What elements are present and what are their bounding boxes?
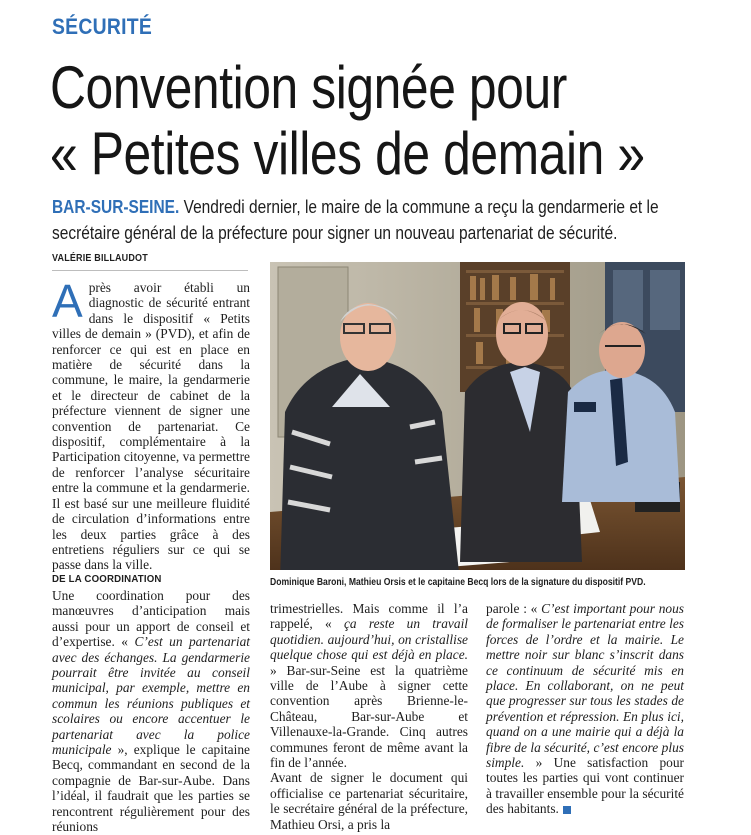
article-photo: [270, 262, 685, 570]
intro-text: près avoir établi un diagnostic de sécurité entrant dans le dispositif « Petits villes de demain » (PVD), et afin de renforcer ce qui est en place en matière de sécurité dans la commune, le maire, la gendarmerie et le directeur de cabinet de la préfecture viennent de signer une convention de partenariat. Ce dispositif, complémentaire à la Participation citoyenne, va permettre de renforcer l’analyse sécuritaire entre la commune et la gendarmerie. Il est basé sur une meilleure fluidité de circulation d’informations entre les deux parties grâce à des entretiens réguliers sur ce qui se passe dans la ville.: [52, 280, 250, 573]
headline-line-1: Convention signée pour: [50, 54, 567, 121]
photo-caption: Dominique Baroni, Mathieu Orsis et le capitaine Becq lors de la signature du dispositif PVD.: [270, 577, 646, 588]
lead-paragraph: [52, 194, 706, 246]
signing-photo-illustration: [270, 262, 685, 570]
lead-text: Vendredi dernier, le maire de la commune a reçu la gendarmerie et le secrétaire général de la préfecture pour signer un nouveau partenariat de sécurité.: [52, 197, 659, 243]
col1-quote: C’est un partenariat avec des échanges. La gendarmerie pourrait être invitée au conseil municipal, par exemple, mettre en commun les réunions publiques et scolaires ou encore accentuer le partenariat avec la police municipale: [52, 634, 250, 758]
article-column-3: [486, 601, 684, 817]
subheading-coordination: DE LA COORDINATION: [52, 573, 162, 585]
byline: VALÉRIE BILLAUDOT: [52, 253, 148, 264]
col3-quote: C’est important pour nous de formaliser le partenariat entre les forces de l’ordre et la mairie. Le mettre noir sur blanc s’inscrit dans ce continuum de sécurité mis en place. En collaborant, on ne peut que progresser sur tous les stades de prévention et répression. En plus ici, quand on a une mairie qui a déjà la fibre de la sécurité, c’est encore plus simple.: [486, 601, 684, 771]
byline-divider: [52, 270, 248, 271]
col3-text-b: » Une satisfaction pour toutes les parties qui vont continuer à travailler ensemble pour la sécurité des habitants.: [486, 755, 684, 817]
drop-cap: A: [52, 275, 83, 327]
article-column-2: [270, 601, 468, 832]
article-column-1-intro: [52, 275, 250, 573]
col2-quote: ça reste un travail quotidien. aujourd’hui, on cristallise quelque chose qui est déjà en place.: [270, 616, 469, 663]
col1-text-b: », explique le capitaine Becq, commandant en second de la compagnie de Bar-sur-Aube. Dans l’idéal, il faudrait que les parties se rencontrent régulièrement pour des réunions: [52, 742, 250, 835]
col1-text-a: Une coordination pour des manœuvres d’anticipation mais aussi pour un apport de conseil et d’expertise. «: [52, 588, 250, 650]
headline-line-2: « Petites villes de demain »: [50, 120, 645, 187]
lead-place: BAR-SUR-SEINE.: [52, 197, 180, 217]
col3-text-a: parole : «: [486, 601, 542, 616]
col2-text-a: trimestrielles. Mais comme il l’a rappelé, «: [270, 601, 468, 632]
col2-text-b: » Bar-sur-Seine est la quatrième ville de l’Aube à signer cette convention après Brienne-le-Château, Bar-sur-Aube et Villenauxe-la-Grande. Cinq autres communes feront de même avant la fin de l’année.: [270, 662, 468, 771]
end-of-article-mark: [563, 806, 571, 814]
article-column-1-continued: [52, 588, 250, 835]
section-rubric: SÉCURITÉ: [52, 14, 153, 39]
col2-paragraph-2: Avant de signer le document qui officialise ce partenariat sécuritaire, le secrétaire général de la préfecture, Mathieu Orsi, a pris la: [270, 770, 468, 832]
